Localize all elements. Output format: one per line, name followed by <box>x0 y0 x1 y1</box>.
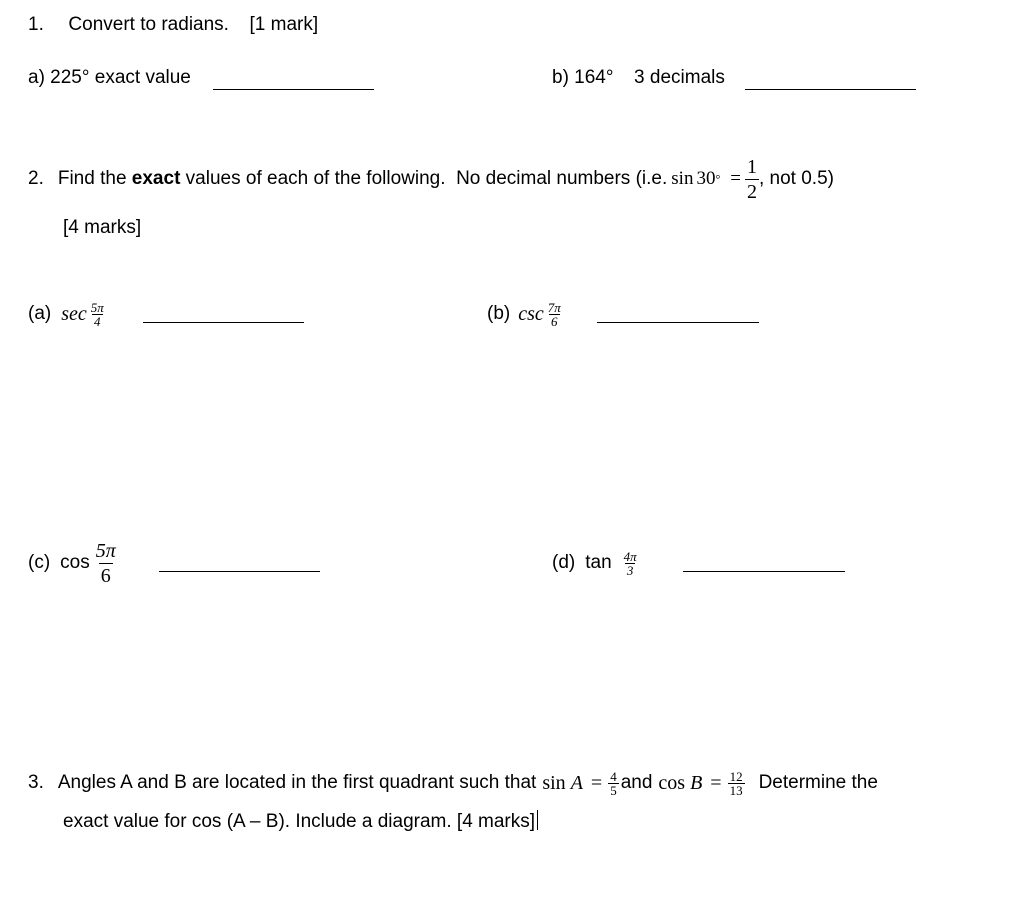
q2c-fn: cos <box>60 552 90 573</box>
q1b-note: 3 decimals <box>634 67 725 88</box>
q2c-fraction <box>94 541 118 586</box>
q3-sin-equals: = <box>590 771 603 794</box>
q2-prompt-after: values of each of the following. No decimal numbers (i.e. <box>180 168 668 189</box>
q2a-answer-blank[interactable] <box>143 322 304 323</box>
q2-example-angle: 30 <box>696 168 716 189</box>
q3-line1 <box>28 760 878 806</box>
q3-sin-fn: sin <box>542 771 566 794</box>
q1-heading <box>28 14 318 36</box>
q2-example-equals: = <box>730 168 741 189</box>
q2b-answer-blank[interactable] <box>597 322 759 323</box>
q1-marks: [1 mark] <box>249 14 319 35</box>
q3-sin-fraction <box>608 770 619 797</box>
q1b-angle: b) 164° <box>552 67 614 88</box>
text-cursor <box>537 810 538 830</box>
q2c-den: 6 <box>100 564 111 587</box>
q2a-num: 5π <box>90 299 104 315</box>
q2d-label: (d) <box>552 552 576 573</box>
q2b-label: (b) <box>487 303 511 324</box>
q1a-label: a) 225° exact value <box>28 67 191 88</box>
q2c-answer-blank[interactable] <box>159 571 320 572</box>
q2d-fraction <box>622 550 639 577</box>
q3-sin-num: 4 <box>610 768 617 784</box>
q2a-fraction <box>89 301 106 328</box>
q2-marks: [4 marks] <box>63 217 142 238</box>
q2a-label: (a) <box>28 303 52 324</box>
q2b-den: 6 <box>551 313 558 329</box>
q3-cos-fn: cos <box>658 771 686 794</box>
q2-example-degree: ° <box>715 171 721 186</box>
q3-determine: Determine the <box>758 772 878 793</box>
q2c-num: 5π <box>95 539 116 562</box>
q2a-expression <box>28 292 106 336</box>
q2b-expression <box>487 292 563 336</box>
q3-cos-fraction <box>728 770 745 797</box>
q2-heading <box>28 152 834 206</box>
q1-number: 1. <box>28 14 44 35</box>
q3-number: 3. <box>28 772 44 793</box>
q3-and: and <box>620 772 653 793</box>
q2b-fn: csc <box>518 302 544 325</box>
q2-example-tail: , not 0.5) <box>758 168 834 189</box>
q2b-num: 7π <box>547 299 561 315</box>
q3-cos-den: 13 <box>729 782 743 798</box>
q2d-fn: tan <box>585 552 612 573</box>
q2c-label: (c) <box>28 552 51 573</box>
q2-example-fraction <box>745 157 759 202</box>
q3-line2 <box>63 810 538 833</box>
q2d-expression <box>552 540 639 586</box>
q3-cos-equals: = <box>710 771 722 794</box>
q2-example-num: 1 <box>746 155 757 178</box>
q2-example-fn: sin <box>671 168 694 189</box>
q1-prompt: Convert to radians. <box>68 14 229 35</box>
q3-sin-den: 5 <box>610 782 617 798</box>
q2-example-den: 2 <box>746 180 757 203</box>
q2a-den: 4 <box>94 313 101 329</box>
q2c-expression <box>28 534 118 592</box>
q2-prompt-bold: exact <box>131 168 181 189</box>
q2d-num: 4π <box>623 548 637 564</box>
q2d-answer-blank[interactable] <box>683 571 845 572</box>
q2-prompt-before: Find the <box>57 168 132 189</box>
q2d-den: 3 <box>626 562 634 578</box>
q2-number: 2. <box>28 168 44 189</box>
q2a-fn: sec <box>61 302 87 325</box>
q3-text1: Angles A and B are located in the first quadrant such that <box>57 772 537 793</box>
q3-cos-var: B <box>690 771 703 794</box>
q1b-label <box>552 67 725 89</box>
q3-cos-num: 12 <box>729 768 743 784</box>
q3-sin-var: A <box>570 771 583 794</box>
q3-line2-text: exact value for cos (A – B). Include a diagram. [4 marks] <box>63 811 536 832</box>
q1a-answer-blank[interactable] <box>213 89 374 90</box>
q2b-fraction <box>546 301 563 328</box>
q1b-answer-blank[interactable] <box>745 89 916 90</box>
